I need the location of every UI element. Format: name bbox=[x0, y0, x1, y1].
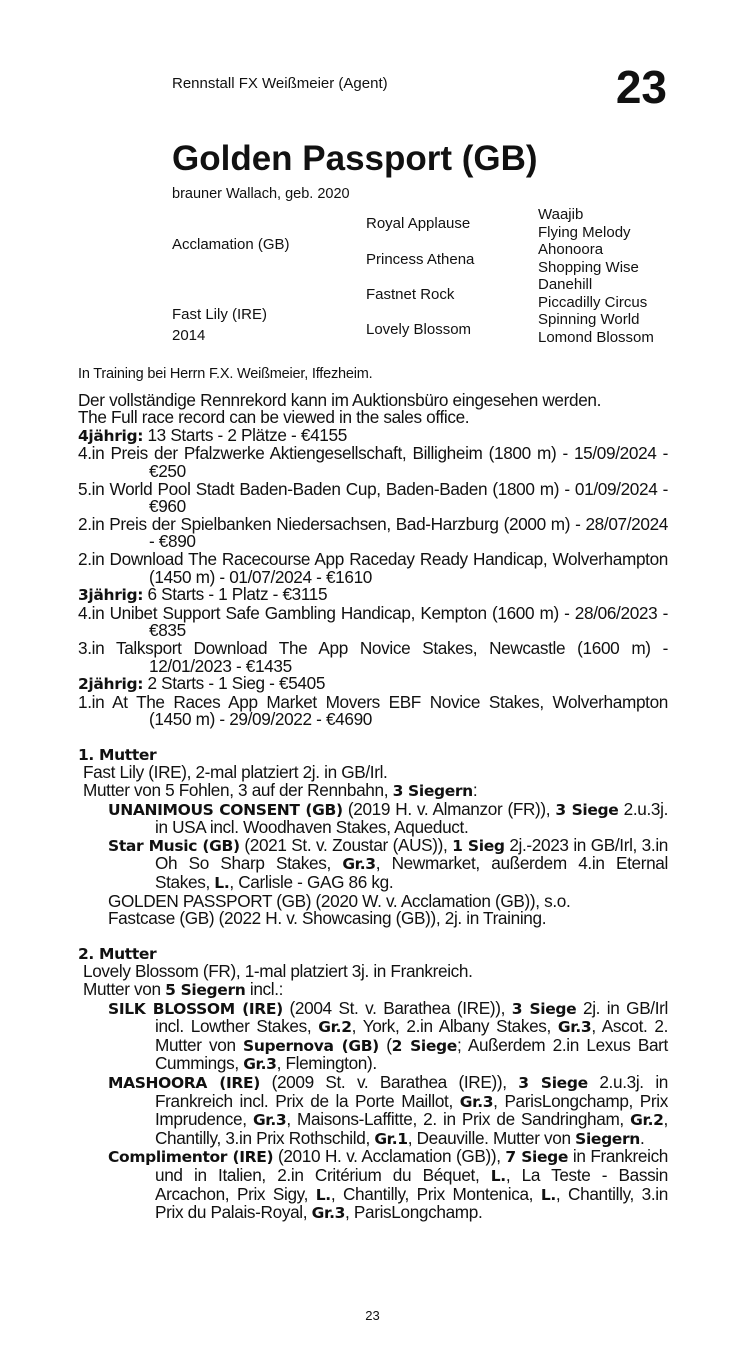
text: , Flemington). bbox=[276, 1053, 377, 1074]
main-text bbox=[78, 366, 668, 1223]
trainer-line: In Training bei Herrn F.X. Weißmeier, Iffezheim. bbox=[78, 366, 373, 382]
bold-text: Gr.3 bbox=[342, 855, 376, 874]
text: 2.u.3j. in Frankreich incl. Prix de la Porte Maillot, bbox=[155, 1071, 668, 1111]
progeny-entry bbox=[78, 997, 669, 1074]
text: , La Teste - Bassin Arcachon, Prix Sigy, bbox=[155, 1164, 668, 1204]
horse-description: brauner Wallach, geb. 2020 bbox=[172, 186, 350, 202]
text: , Deauville. Mutter von bbox=[407, 1127, 576, 1148]
pedigree-sire-dam: Princess Athena bbox=[366, 251, 475, 268]
bold-text: 3 Siege bbox=[511, 999, 577, 1018]
race-entry: 2.in Download The Racecourse App Raceday Ready Handicap, Wolverhampton (1450 m) - 01/07/2024 - €1610 bbox=[78, 548, 668, 587]
pedigree-ggp: Spinning World bbox=[538, 311, 640, 328]
bold-text: L. bbox=[540, 1185, 556, 1204]
progeny-entry: Fastcase (GB) (2022 H. v. Showcasing (GB)), 2j. in Training. bbox=[108, 908, 547, 929]
season-stats: 13 Starts - 2 Plätze - €4155 bbox=[143, 424, 347, 445]
pedigree-ggp: Flying Melody bbox=[538, 223, 631, 241]
season-stats: 6 Starts - 1 Platz - €3115 bbox=[143, 584, 328, 605]
text: ( bbox=[378, 1034, 392, 1055]
pedigree-table bbox=[172, 204, 672, 352]
bold-text: Gr.3 bbox=[252, 1111, 287, 1130]
dam1-heading: 1. Mutter bbox=[78, 745, 157, 764]
progeny-name: Complimentor (IRE) bbox=[108, 1148, 274, 1167]
record-note-de: Der vollständige Rennrekord kann im Auktionsbüro eingesehen werden. bbox=[78, 389, 602, 410]
lot-number: 23 bbox=[615, 61, 667, 113]
pedigree-ggp: Lomond Blossom bbox=[538, 328, 654, 346]
bold-text: L. bbox=[490, 1166, 506, 1185]
text: incl.: bbox=[245, 979, 284, 999]
page-number: 23 bbox=[365, 1308, 380, 1323]
horse-name: Golden Passport (GB) bbox=[172, 139, 538, 178]
text: , ParisLongchamp. bbox=[345, 1202, 483, 1223]
race-entry: 1.in At The Races App Market Movers EBF Novice Stakes, Wolverhampton (1450 m) - 29/09/2022 - €4690 bbox=[78, 691, 668, 730]
text: , ParisLongchamp, Prix Imprudence, bbox=[155, 1090, 669, 1130]
race-entry: 4.in Unibet Support Safe Gambling Handicap, Kempton (1600 m) - 28/06/2023 - €835 bbox=[78, 602, 668, 641]
bold-text: Gr.3 bbox=[459, 1092, 494, 1111]
progeny-name: Star Music (GB) bbox=[108, 836, 240, 855]
pedigree-ggp: Waajib bbox=[538, 206, 584, 223]
text: , York, 2.in Albany Stakes, bbox=[351, 1016, 558, 1037]
text: , Maisons-Laffitte, 2. in Prix de Sandringham, bbox=[286, 1109, 631, 1130]
bold-text: 7 Siege bbox=[505, 1148, 569, 1167]
pedigree-dam-dam: Lovely Blossom bbox=[366, 321, 472, 338]
consignor: Rennstall FX Weißmeier (Agent) bbox=[172, 75, 388, 92]
bold-text: Gr.2 bbox=[318, 1018, 352, 1037]
text: : bbox=[472, 780, 478, 801]
pedigree-dam-year: 2014 bbox=[172, 327, 206, 344]
season-stats: 2 Starts - 1 Sieg - €5405 bbox=[143, 673, 326, 694]
progeny-entry bbox=[78, 1148, 668, 1222]
text: 2.u.3j. in USA incl. Woodhaven Stakes, Aqueduct. bbox=[155, 798, 669, 838]
pedigree-sire-sire: Royal Applause bbox=[366, 215, 471, 232]
progeny-entry bbox=[78, 798, 669, 838]
text: , Chantilly, Prix Montenica, bbox=[330, 1183, 541, 1204]
bold-text: Supernova (GB) bbox=[243, 1036, 379, 1055]
bold-text: Gr.2 bbox=[630, 1111, 664, 1130]
text: 2j.-2023 in GB/Irl, 3.in Oh So Sharp Stakes, bbox=[155, 834, 668, 874]
text: in Frankreich und in Italien, 2.in Critérium du Béquet, bbox=[155, 1146, 669, 1185]
bold-text: 3 Siege bbox=[518, 1073, 588, 1092]
progeny-name: UNANIMOUS CONSENT (GB) bbox=[108, 800, 343, 819]
pedigree-dam-sire: Fastnet Rock bbox=[366, 286, 455, 303]
season-summary bbox=[78, 675, 668, 694]
progeny-entry bbox=[78, 1071, 669, 1148]
text: , Carlisle - GAG 86 kg. bbox=[229, 872, 394, 893]
bold-text: Gr.3 bbox=[311, 1204, 346, 1223]
season-label: 4jährig: bbox=[78, 426, 144, 445]
progeny-entry bbox=[78, 834, 668, 893]
season-summary bbox=[78, 586, 668, 605]
progeny-entry: GOLDEN PASSPORT (GB) (2020 W. v. Acclamation (GB)), s.o. bbox=[108, 890, 571, 911]
text: ; Außerdem 2.in Lexus Bart Cummings, bbox=[155, 1034, 668, 1074]
pedigree-ggp: Danehill bbox=[538, 276, 593, 293]
progeny-name: SILK BLOSSOM (IRE) bbox=[108, 999, 283, 1018]
bold-text: Gr.3 bbox=[243, 1055, 277, 1074]
text: Mutter von bbox=[83, 979, 166, 999]
text: (2021 St. v. Zoustar (AUS)), bbox=[239, 834, 453, 855]
bold-text: 3 Siegern bbox=[392, 782, 473, 801]
race-entry: 3.in Talksport Download The App Novice Stakes, Newcastle (1600 m) - 12/01/2023 - €1435 bbox=[78, 637, 668, 676]
text: (2019 H. v. Almanzor (FR)), bbox=[342, 798, 556, 819]
race-entry: 2.in Preis der Spielbanken Niedersachsen, Bad-Harzburg (2000 m) - 28/07/2024 - €890 bbox=[78, 513, 668, 552]
race-entry: 4.in Preis der Pfalzwerke Aktiengesellschaft, Billigheim (1800 m) - 15/09/2024 - €250 bbox=[78, 443, 668, 481]
text: , Newmarket, außerdem 4.in Eternal Stakes, bbox=[155, 853, 668, 893]
text: Mutter von 5 Fohlen, 3 auf der Rennbahn, bbox=[83, 780, 393, 801]
season-label: 3jährig: bbox=[78, 586, 144, 605]
text: (2009 St. v. Barathea (IRE)), bbox=[259, 1071, 519, 1092]
text: , Chantilly, 3.in Prix Rothschild, bbox=[155, 1109, 668, 1148]
text: (2004 St. v. Barathea (IRE)), bbox=[282, 997, 512, 1018]
bold-text: L. bbox=[214, 874, 230, 893]
bold-text: Siegern bbox=[575, 1129, 640, 1148]
dam1-line1: Fast Lily (IRE), 2-mal platziert 2j. in GB/Irl. bbox=[83, 762, 388, 783]
text: 2j. in GB/Irl incl. Lowther Stakes, bbox=[155, 997, 668, 1037]
text: . bbox=[639, 1127, 645, 1148]
progeny-name: MASHOORA (IRE) bbox=[108, 1073, 260, 1092]
bold-text: 5 Siegern bbox=[165, 981, 246, 999]
bold-text: L. bbox=[315, 1185, 331, 1204]
race-entry: 5.in World Pool Stadt Baden-Baden Cup, Baden-Baden (1800 m) - 01/09/2024 - €960 bbox=[78, 478, 668, 517]
record-note-en: The Full race record can be viewed in the sales office. bbox=[78, 407, 470, 428]
bold-text: Gr.1 bbox=[374, 1129, 408, 1148]
bold-text: 3 Siege bbox=[555, 800, 619, 819]
pedigree-dam: Fast Lily (IRE) bbox=[172, 306, 268, 323]
text: , Ascot. 2. Mutter von bbox=[155, 1016, 669, 1055]
bold-text: 2 Siege bbox=[391, 1036, 457, 1055]
pedigree-ggp: Shopping Wise bbox=[538, 258, 639, 276]
text: , Chantilly, 3.in Prix du Palais-Royal, bbox=[155, 1183, 668, 1223]
dam2-line1: Lovely Blossom (FR), 1-mal platziert 3j. in Frankreich. bbox=[83, 961, 473, 982]
bold-text: 1 Sieg bbox=[452, 836, 505, 855]
text: (2010 H. v. Acclamation (GB)), bbox=[273, 1146, 506, 1167]
pedigree-sire: Acclamation (GB) bbox=[172, 236, 290, 253]
bold-text: Gr.3 bbox=[557, 1018, 592, 1037]
season-label: 2jährig: bbox=[78, 675, 144, 694]
dam2-heading: 2. Mutter bbox=[78, 944, 157, 963]
pedigree-ggp: Ahonoora bbox=[538, 241, 604, 258]
pedigree-ggp: Piccadilly Circus bbox=[538, 293, 648, 311]
